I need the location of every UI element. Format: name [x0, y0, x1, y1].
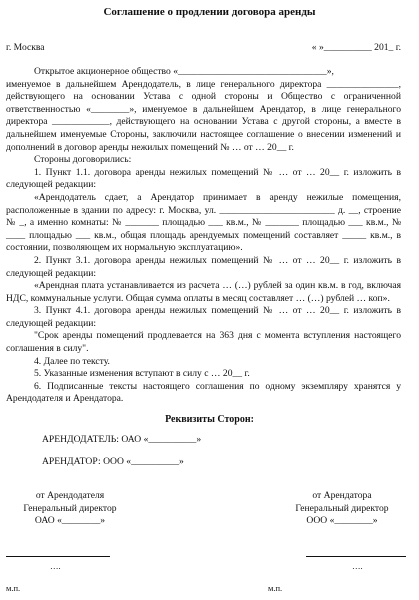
paragraph-clause-2-text: «Арендная плата устанавливается из расчета … (…) рублей за один кв.м. в год, включая НДС, коммунальные услуги. Общая сумма оплаты в месяц составляет … (…) рублей … коп».	[6, 280, 401, 304]
landlord-signature-line3: ОАО «________»	[34, 515, 106, 527]
paragraph-clause-1-text: «Арендодатель сдает, а Арендатор принимает в аренду нежилые помещения, расположенные в здании по адресу: г. Москва, ул. ________________________ д. __, строение № _, а именно комнаты: № _______ площадью ___ кв.м., № _______ площадью ___ кв.м., № ____ площадью ___ кв.м., общая площадь арендуемых помещений составляет _____ кв.м., в состоянии, позволяющем их нормальную эксплуатацию».	[6, 191, 401, 254]
tenant-signature-line3: ООО «________»	[306, 515, 378, 527]
landlord-signature-line1: от Арендодателя	[35, 490, 105, 501]
landlord-signature-block	[0, 490, 140, 528]
paragraph-preamble-1: Открытое акционерное общество «_______________________________»,	[34, 66, 334, 77]
document-title: Соглашение о продлении договора аренды	[103, 6, 316, 18]
landlord-signature-line2: Генеральный директор	[23, 502, 117, 514]
tenant-signature-dots: ….	[352, 561, 363, 571]
tenant-signature-line1: от Арендатора	[312, 490, 372, 501]
tenant-stamp-label: м.п.	[268, 583, 283, 593]
landlord-signature-dots: ….	[50, 561, 61, 571]
tenant-signature-line2: Генеральный директор	[295, 502, 389, 514]
paragraph-clause-3: 3. Пункт 4.1. договора аренды нежилых помещений № … от … 20__ г. изложить в следующей редакции:	[6, 305, 401, 329]
paragraph-clause-4: 4. Далее по тексту.	[34, 355, 110, 367]
paragraph-clause-2: 2. Пункт 3.1. договора аренды нежилых помещений № … от … 20__ г. изложить в следующей редакции:	[6, 254, 401, 279]
paragraph-agreed: Стороны договорились:	[34, 154, 132, 166]
date-field: « »__________ 201_ г.	[311, 42, 401, 53]
paragraph-preamble-2: именуемое в дальнейшем Арендодатель, в лице генерального директора _______________, действующего на основании Устава с одной стороны и Общество с ограниченной ответственностью «________», именуемое в дальнейшем Арендатор, в лице генерального директора ____________, действующего на основании Устава с другой стороны, а вместе в дальнейшем именуемые Стороны, заключили настоящее соглашение о внесении изменений и дополнений в договор аренды нежилых помещений № … от … 20__ г.	[6, 78, 401, 153]
tenant-signature-block	[272, 490, 412, 528]
city-label: г. Москва	[6, 42, 45, 53]
paragraph-clause-1: 1. Пункт 1.1. договора аренды нежилых помещений № … от … 20__ г. изложить в следующей редакции:	[6, 166, 401, 191]
paragraph-clause-6: 6. Подписанные тексты настоящего соглашения по одному экземпляру хранятся у Арендодателя и Арендатора.	[6, 380, 401, 405]
landlord-stamp-label: м.п.	[6, 583, 21, 593]
landlord-signature-underline	[6, 556, 110, 557]
agreement-body	[6, 66, 401, 406]
paragraph-clause-5: 5. Указанные изменения вступают в силу с … 20__ г.	[34, 368, 250, 380]
requisites-title: Реквизиты Сторон:	[165, 414, 254, 425]
landlord-requisite: АРЕНДОДАТЕЛЬ: ОАО «__________»	[42, 434, 202, 445]
tenant-signature-underline	[306, 556, 406, 557]
tenant-requisite: АРЕНДАТОР: ООО «__________»	[42, 456, 184, 467]
paragraph-clause-3-text: "Срок аренды помещений продлевается на 363 дня с момента вступления настоящего соглашения в силу".	[6, 330, 401, 355]
